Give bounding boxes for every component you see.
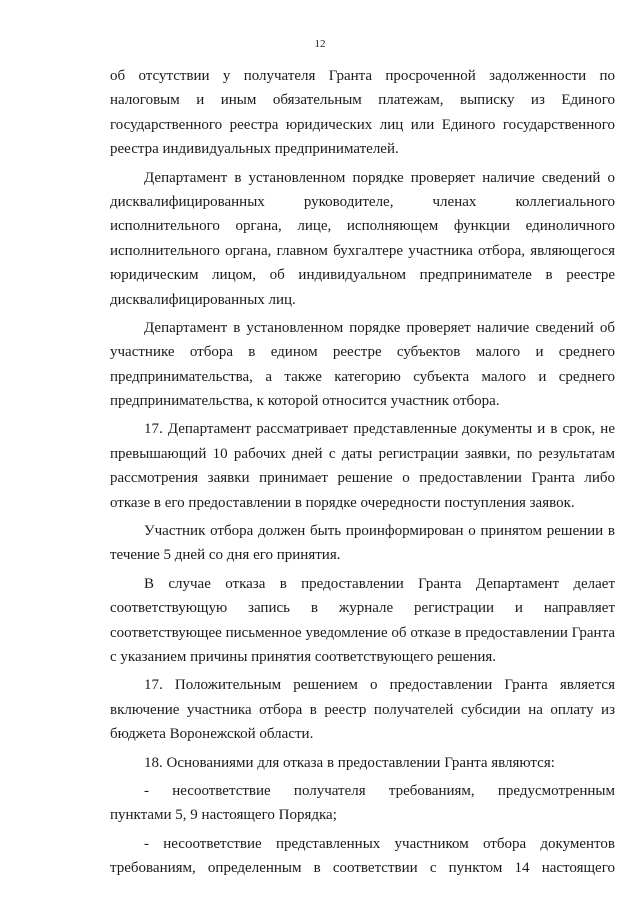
text-line: отказе в его предоставлении в порядке очередности поступления заявок. [110, 494, 575, 511]
text-line: 18. Основаниями для отказа в предоставлении Гранта являются: [144, 754, 555, 771]
text-line: превышающий 10 рабочих дней с даты регистрации заявки, по результатам [110, 445, 615, 462]
text-line: реестра индивидуальных предпринимателей. [110, 141, 399, 158]
text-line: требованиям, определенным в соответствии с пунктом 14 настоящего [110, 860, 615, 877]
text-line: предпринимательства, к которой относится участник отбора. [110, 393, 500, 410]
text-line: предпринимательства, а также категорию субъекта малого и среднего [110, 368, 615, 385]
text-line: налоговым и иным обязательным платежам, выписку из Единого [110, 92, 615, 109]
text-line: 17. Положительным решением о предоставлении Гранта является [144, 677, 615, 694]
text-line: дисквалифицированных лиц. [110, 291, 296, 308]
text-line: - несоответствие получателя требованиям, предусмотренным [144, 782, 615, 799]
text-line: рассмотрения заявки принимает решение о предоставлении Гранта либо [110, 470, 615, 487]
text-line: - несоответствие представленных участником отбора документов [144, 835, 615, 852]
page-number: 12 [314, 38, 326, 50]
text-line: бюджета Воронежской области. [110, 726, 314, 743]
text-line: включение участника отбора в реестр получателей субсидии на оплату из [110, 701, 615, 718]
text-line: исполнительного органа, главном бухгалтере участника отбора, являющегося [110, 242, 615, 259]
text-line: соответствующую запись в журнале регистрации и направляет [110, 600, 615, 617]
text-line: Департамент в установленном порядке проверяет наличие сведений о [144, 169, 615, 186]
text-line: Участник отбора должен быть проинформирован о принятом решении в [144, 523, 615, 540]
text-line: В случае отказа в предоставлении Гранта Департамент делает [144, 575, 615, 592]
text-line: пунктами 5, 9 настоящего Порядка; [110, 807, 337, 824]
text-line: юридическим лицом, об индивидуальном предпринимателе в реестре [110, 267, 615, 284]
document-body [110, 64, 615, 881]
text-line: дисквалифицированных руководителе, членах коллегиального [110, 193, 615, 210]
text-line: участнике отбора в едином реестре субъектов малого и среднего [110, 344, 615, 361]
text-line: течение 5 дней со дня его принятия. [110, 547, 341, 564]
text-line: соответствующее письменное уведомление об отказе в предоставлении Гранта [110, 624, 615, 641]
text-line: с указанием причины принятия соответствующего решения. [110, 648, 497, 665]
text-line: об отсутствии у получателя Гранта просроченной задолженности по [110, 68, 615, 84]
text-line: исполнительного органа, лице, исполняющем функции единоличного [110, 218, 615, 235]
text-line: Департамент в установленном порядке проверяет наличие сведений об [144, 319, 615, 336]
text-line: государственного реестра юридических лиц или Единого государственного [110, 116, 615, 133]
text-line: 17. Департамент рассматривает представленные документы и в срок, не [144, 421, 615, 438]
